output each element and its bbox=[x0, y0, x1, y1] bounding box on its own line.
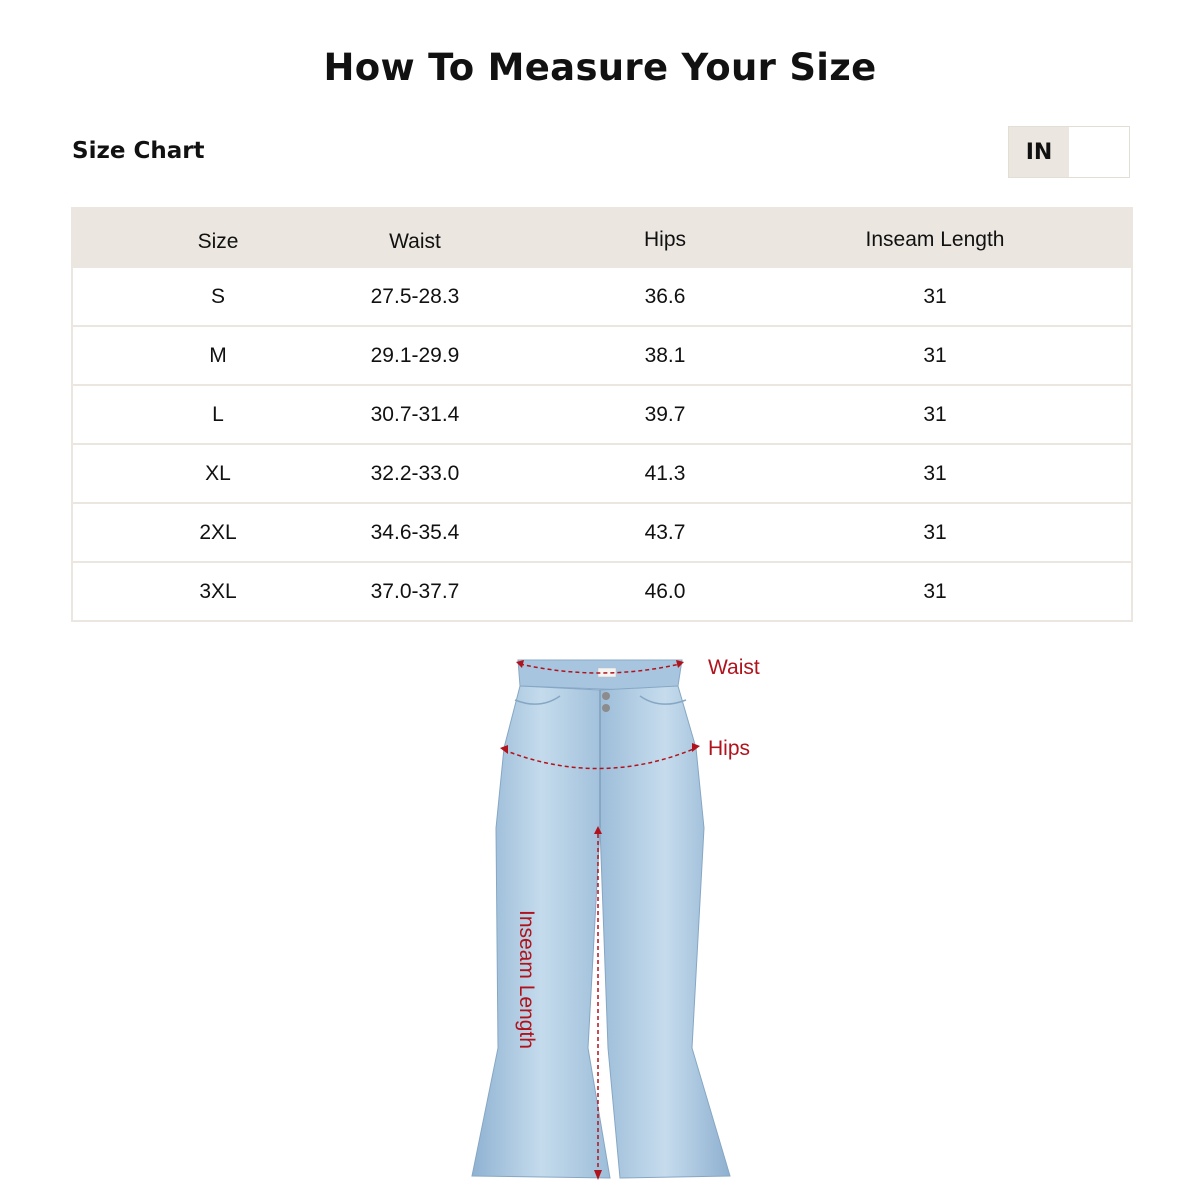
cell-waist: 32.2-33.0 bbox=[370, 461, 460, 485]
cell-hips: 36.6 bbox=[644, 284, 686, 308]
table-row bbox=[73, 504, 1131, 563]
measurement-figure bbox=[460, 648, 800, 1188]
cell-hips: 43.7 bbox=[644, 520, 686, 544]
unit-option-other[interactable] bbox=[1069, 127, 1129, 177]
cell-size: 2XL bbox=[199, 520, 237, 544]
cell-inseam: 31 bbox=[923, 461, 947, 485]
table-header bbox=[73, 207, 1131, 268]
cell-size: 3XL bbox=[199, 579, 237, 603]
cell-size: XL bbox=[205, 461, 231, 485]
header-inseam: Inseam Length bbox=[865, 227, 1005, 251]
table-row bbox=[73, 268, 1131, 327]
button bbox=[602, 704, 610, 712]
cell-hips: 46.0 bbox=[644, 579, 686, 603]
waist-label: Waist bbox=[708, 656, 760, 679]
cell-waist: 37.0-37.7 bbox=[370, 579, 460, 603]
header-waist: Waist bbox=[389, 229, 441, 253]
cell-hips: 41.3 bbox=[644, 461, 686, 485]
left-leg bbox=[472, 686, 610, 1178]
inseam-label: Inseam Length bbox=[515, 910, 538, 1049]
page-title: How To Measure Your Size bbox=[323, 46, 877, 89]
cell-waist: 34.6-35.4 bbox=[370, 520, 460, 544]
table-row bbox=[73, 563, 1131, 622]
cell-size: M bbox=[209, 343, 227, 367]
unit-toggle[interactable] bbox=[1008, 126, 1130, 178]
jeans-illustration bbox=[460, 648, 800, 1188]
cell-waist: 27.5-28.3 bbox=[370, 284, 460, 308]
size-table bbox=[71, 207, 1133, 622]
cell-inseam: 31 bbox=[923, 520, 947, 544]
size-chart-label: Size Chart bbox=[72, 138, 205, 164]
cell-size: L bbox=[212, 402, 224, 426]
cell-inseam: 31 bbox=[923, 579, 947, 603]
cell-waist: 29.1-29.9 bbox=[370, 343, 460, 367]
cell-inseam: 31 bbox=[923, 284, 947, 308]
hips-label: Hips bbox=[708, 737, 751, 760]
cell-hips: 39.7 bbox=[644, 402, 686, 426]
table-row bbox=[73, 327, 1131, 386]
table-row bbox=[73, 445, 1131, 504]
header-size: Size bbox=[197, 229, 239, 253]
unit-option-in[interactable]: IN bbox=[1009, 127, 1069, 177]
cell-waist: 30.7-31.4 bbox=[370, 402, 460, 426]
header-hips: Hips bbox=[643, 227, 686, 251]
cell-inseam: 31 bbox=[923, 402, 947, 426]
cell-hips: 38.1 bbox=[644, 343, 686, 367]
button bbox=[602, 692, 610, 700]
table-row bbox=[73, 386, 1131, 445]
cell-inseam: 31 bbox=[923, 343, 947, 367]
cell-size: S bbox=[210, 284, 225, 308]
